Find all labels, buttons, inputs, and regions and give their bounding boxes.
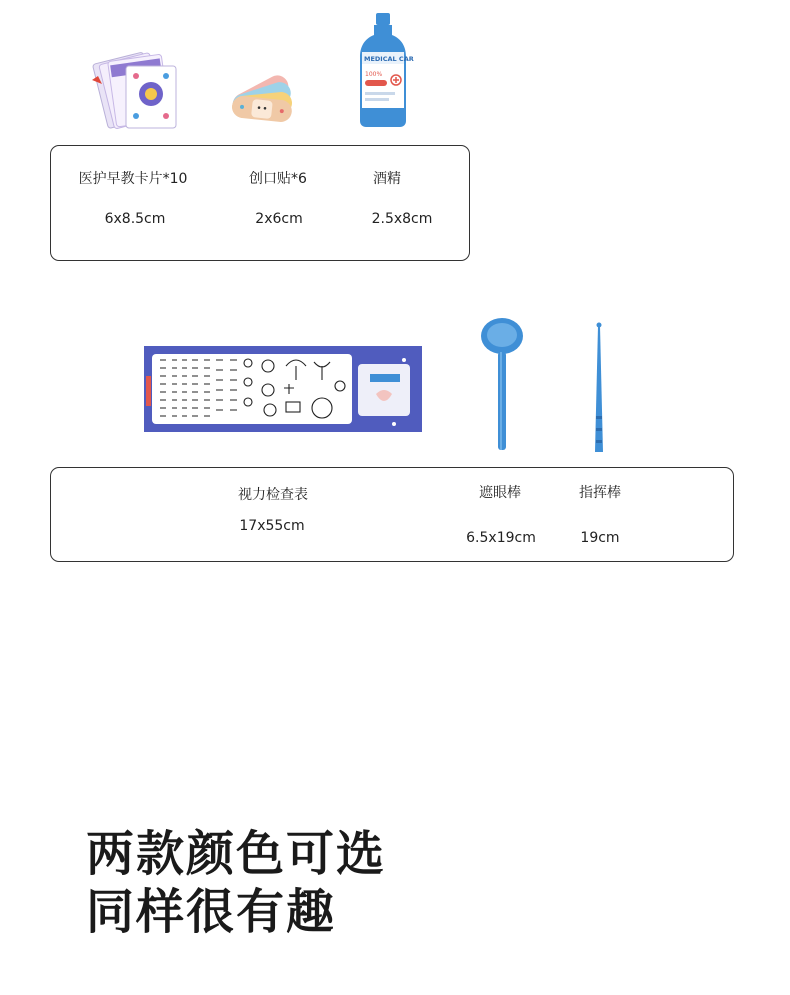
item-name-vision-chart: 视力检查表: [238, 487, 308, 503]
item-name-eye-occluder: 遮眼棒: [479, 485, 521, 501]
alcohol-bottle-image: [358, 12, 414, 128]
set2-info-box: [50, 467, 734, 562]
item-size-medical-cards: 6x8.5cm: [104, 211, 166, 227]
item-name-alcohol: 酒精: [373, 171, 401, 187]
headline-line-2: 同样很有趣: [86, 884, 337, 940]
headline-line-1: 两款颜色可选: [86, 826, 387, 882]
item-name-bandages: 创口贴*6: [249, 171, 307, 187]
item-size-pointer-stick: 19cm: [580, 530, 620, 546]
item-size-bandages: 2x6cm: [255, 211, 303, 227]
bottle-badge-text: 100%: [365, 71, 383, 78]
eye-occluder-image: [478, 316, 526, 454]
bandages-image: [228, 70, 296, 126]
item-name-pointer-stick: 指挥棒: [579, 485, 621, 501]
item-size-alcohol: 2.5x8cm: [371, 211, 433, 227]
pointer-stick-image: [590, 320, 608, 454]
item-name-medical-cards: 医护早教卡片*10: [78, 171, 188, 187]
item-size-eye-occluder: 6.5x19cm: [466, 530, 536, 546]
medical-cards-image: [86, 46, 186, 130]
item-size-vision-chart: 17x55cm: [239, 518, 305, 534]
set1-info-box: [50, 145, 470, 261]
bottle-label-text: MEDICAL CAR: [364, 55, 414, 63]
vision-chart-image: [144, 346, 422, 432]
